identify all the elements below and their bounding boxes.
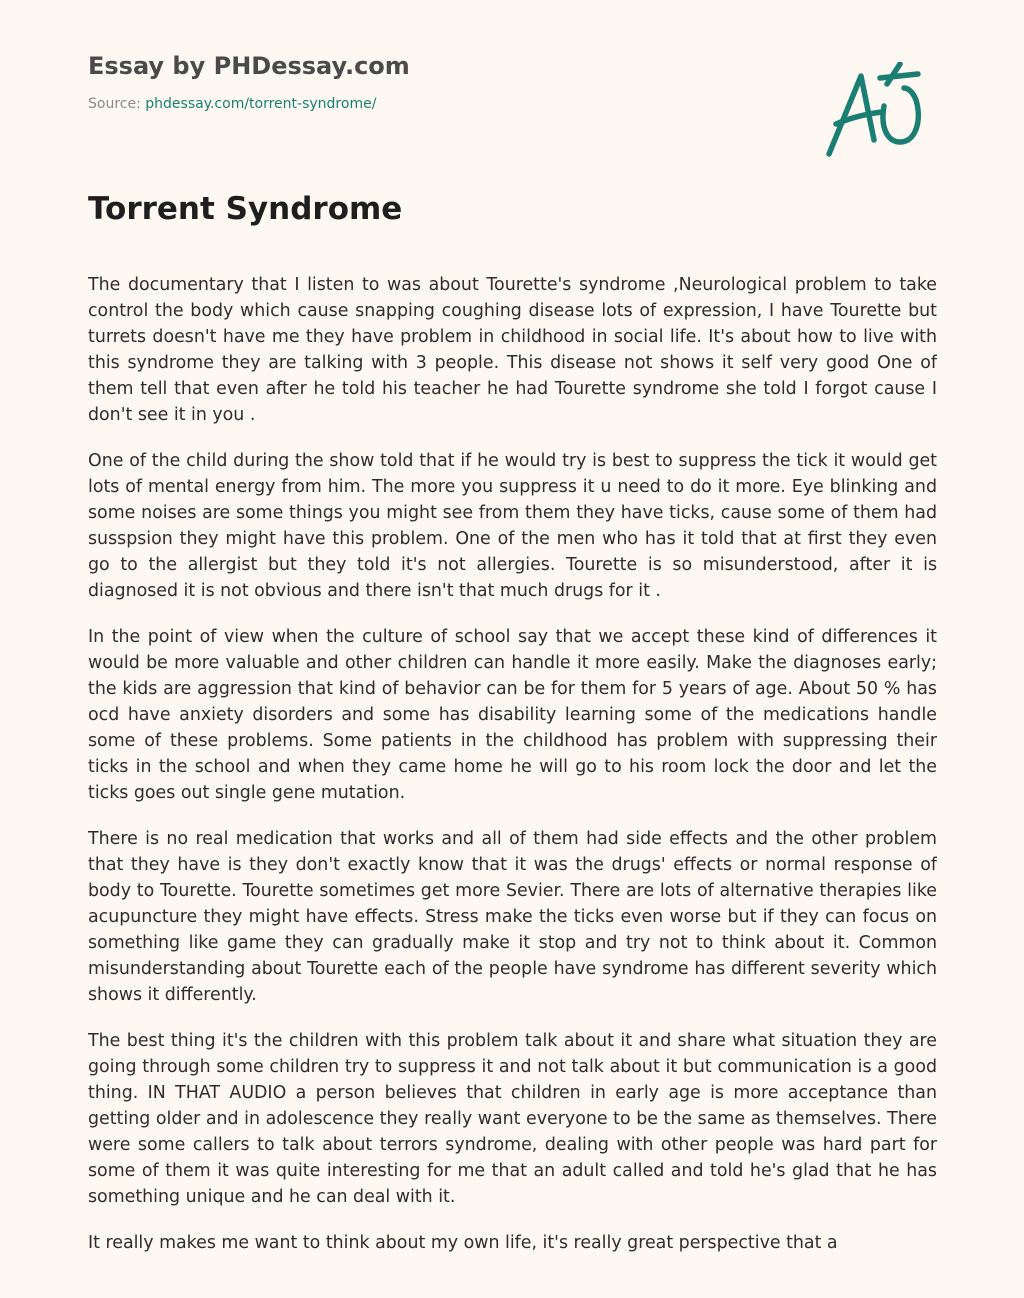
site-brand: Essay by PHDessay.com [88,52,410,80]
a-plus-grade-icon [820,62,932,162]
essay-header [88,50,410,113]
essay-paragraph: There is no real medication that works and all of them had side effects and the other problem that they have is they don't exactly know that it was the drugs' effects or normal response of body to Tourette. Tourette sometimes get more Sevier. There are lots of alternative therapies like acupuncture they might have effects. Stress make the ticks even worse but if they can focus on something like game they can gradually make it stop and try not to think about it. Common misunderstanding about Tourette each of the people have syndrome has different severity which shows it differently. [88,829,937,1005]
source-label: Source: [88,96,146,112]
source-link[interactable]: phdessay.com/torrent-syndrome/ [145,96,377,112]
essay-title: Torrent Syndrome [88,191,403,227]
essay-paragraph: It really makes me want to think about my own life, it's really great perspective that a [88,1233,838,1253]
source-line [88,95,410,113]
essay-paragraph: The best thing it's the children with this problem talk about it and share what situation they are going through some children try to suppress it and not talk about it but communication is a good thing. IN THAT AUDIO a person believes that children in early age is more acceptance than getting older and in adolescence they really want everyone to be the same as themselves. There were some callers to talk about terrors syndrome, dealing with other people was hard part for some of them it was quite interesting for me that an adult called and told he's glad that he has something unique and he can deal with it. [88,1031,937,1207]
essay-paragraph: The documentary that I listen to was about Tourette's syndrome ,Neurological problem to take control the body which cause snapping coughing disease lots of expression, I have Tourette but turrets doesn't have me they have problem in childhood in social life. It's about how to live with this syndrome they are talking with 3 people. This disease not shows it self very good One of them tell that even after he told his teacher he had Tourette syndrome she told I forgot cause I don't see it in you . [88,275,937,425]
essay-paragraph: One of the child during the show told that if he would try is best to suppress the tick it would get lots of mental energy from him. The more you suppress it u need to do it more. Eye blinking and some noises are some things you might see from them they have ticks, cause some of them had susspsion they might have this problem. One of the men who has it told that at first they even go to the allergist but they told it's not allergies. Tourette is so misunderstood, after it is diagnosed it is not obvious and there isn't that much drugs for it . [88,451,937,601]
essay-body [88,272,937,1298]
essay-paragraph: In the point of view when the culture of school say that we accept these kind of differences it would be more valuable and other children can handle it more easily. Make the diagnoses early; the kids are aggression that kind of behavior can be for them for 5 years of age. About 50 % has ocd have anxiety disorders and some has disability learning some of the medications handle some of these problems. Some patients in the childhood has problem with suppressing their ticks in the school and when they came home he will go to his room lock the door and let the ticks goes out single gene mutation. [88,627,937,803]
